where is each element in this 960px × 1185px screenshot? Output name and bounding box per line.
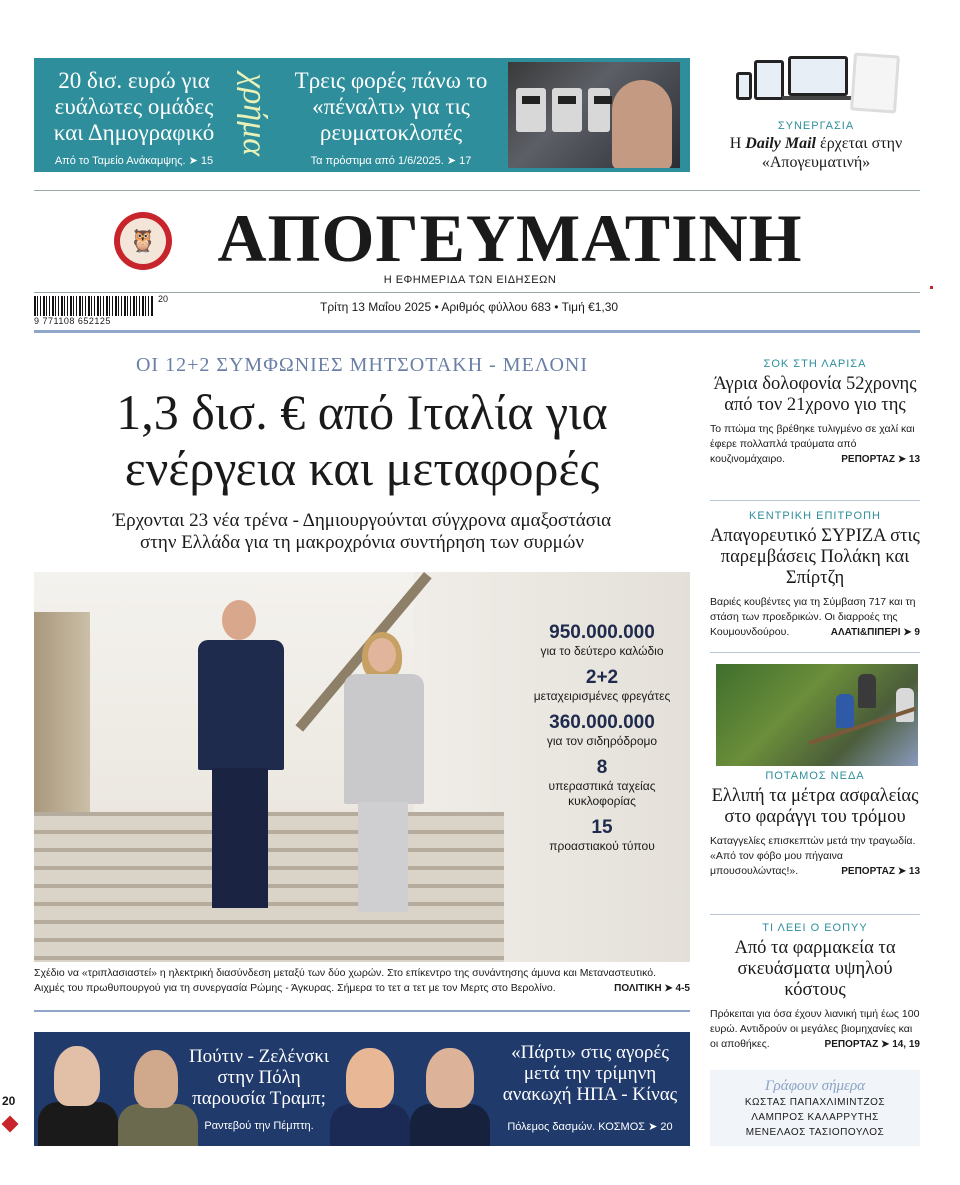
red-dot — [930, 286, 933, 289]
stat-item: 950.000.000 για το δεύτερο καλώδιο — [540, 622, 664, 658]
caption-line1: Σχέδιο να «τριπλασιαστεί» η ηλεκτρική διασύνδεση μεταξύ των δύο χωρών. Στο επίκεντρο της συνάντησης άμυνα και Μεταναστευτικό. — [34, 967, 656, 979]
story-category: ΤΙ ΛΕΕΙ Ο ΕΟΠΥΥ — [762, 922, 868, 934]
caption-divider — [34, 1010, 690, 1012]
devices-icon — [712, 52, 920, 114]
story-category: ΚΕΝΤΡΙΚΗ ΕΠΙΤΡΟΠΗ — [749, 510, 881, 522]
mid-rule — [34, 292, 920, 293]
writer-name[interactable]: ΜΕΝΕΛΑΟΣ ΤΑΣΙΟΠΟΥΛΟΣ — [745, 1127, 885, 1138]
column-divider — [710, 652, 920, 653]
promo-left-story[interactable] — [34, 58, 230, 172]
promo-section-label — [230, 58, 278, 172]
caption-line2: Αιχμές του πρωθυπουργού για τη συνεργασία Ρώμης - Άγκυρας. Σήμερα το τετ α τετ με τον Μερτς στο Βερολίνο. — [34, 982, 556, 994]
bottom-strip — [34, 1032, 690, 1146]
caption-ref-link[interactable]: ΠΟΛΙΤΙΚΗ ➤ 4-5 — [614, 983, 690, 994]
masthead-divider — [34, 330, 920, 333]
stat-item: 360.000.000 για τον σιδηρόδρομο — [546, 712, 658, 748]
promo-banner — [34, 58, 690, 172]
owl-logo-icon: 🦉 — [114, 212, 172, 270]
partnership-label: ΣΥΝΕΡΓΑΣΙΑ — [777, 120, 855, 132]
story-headline: Άγρια δολοφονία 52χρονης από τον 21χρονο γιο της — [713, 374, 917, 415]
barcode — [34, 294, 169, 326]
newspaper-subtitle: Η ΕΦΗΜΕΡΙΔΑ ΤΩΝ ΕΙΔΗΣΕΩΝ — [383, 274, 557, 286]
promo-left-sub: Από το Ταμείο Ανάκαμψης. ➤ 15 — [54, 155, 214, 167]
main-headline-line1: 1,3 δισ. € από Ιταλία για — [116, 384, 608, 440]
main-headline-line2: ενέργεια και μεταφορές — [124, 440, 600, 496]
newspaper-title: ΑΠΟΓΕΥΜΑΤΙΝΗ — [217, 200, 803, 276]
stat-item: 2+2 μεταχειρισμένες φρεγάτες — [533, 667, 671, 703]
story-headline: Από τα φαρμακεία τα σκευάσματα υψηλού κόστους — [734, 938, 896, 1000]
page-number: 20 — [2, 1094, 16, 1108]
barcode-code: 20 — [158, 294, 169, 304]
gorge-photo — [716, 664, 918, 766]
daily-mail-logo: Daily Mail — [745, 135, 816, 152]
strip-left-sub: Ραντεβού την Πέμπτη. — [204, 1120, 314, 1132]
main-headline[interactable] — [34, 384, 690, 496]
story-category: ΠΟΤΑΜΟΣ ΝΕΔΑ — [765, 770, 865, 782]
electricity-meters-photo — [508, 62, 680, 168]
main-subhead — [34, 510, 690, 554]
strip-left-headline[interactable]: Πούτιν - Ζελένσκι στην Πόλη παρουσία Τραμπ; — [188, 1046, 330, 1109]
dateline: Τρίτη 13 Μαΐου 2025 • Αριθμός φύλλου 683 • Τιμή €1,30 — [320, 300, 619, 314]
promo-vertical-label: χρήμα — [236, 73, 273, 157]
story-headline: Απαγορευτικό ΣΥΡΙΖΑ στις παρεμβάσεις Πολάκη και Σπίρτζη — [710, 526, 920, 588]
writers-title: Γράφουν σήμερα — [764, 1078, 866, 1094]
strip-right-sub: Πόλεμος δασμών. ΚΟΣΜΟΣ ➤ 20 — [507, 1121, 673, 1133]
main-kicker: ΟΙ 12+2 ΣΥΜΦΩΝΙΕΣ ΜΗΤΣΟΤΑΚΗ - ΜΕΛΟΝΙ — [135, 354, 589, 376]
story-body: Το πτώμα της βρέθηκε τυλιγμένο σε χαλί και έφερε πολλαπλά τραύματα από κουζινομάχαιρο. ΡΕΠΟΡΤΑΖ ➤ 13 — [710, 423, 920, 465]
story-larisa[interactable] — [710, 358, 920, 467]
story-body: Καταγγελίες επισκεπτών μετά την τραγωδία. «Από τον φόβο μου πήγαινα μπουσουλώντας!». ΡΕΠΟΡΤΑΖ ➤ 13 — [710, 835, 920, 877]
story-body: Βαριές κουβέντες για τη Σύμβαση 717 και τη στάση των προεδρικών. Οι διαρροές της Κουμουνδούρου. ΑΛΑΤΙ&ΠΙΠΕΡΙ ➤ 9 — [710, 596, 920, 638]
column-divider — [710, 914, 920, 915]
story-ref-link[interactable]: ΡΕΠΟΡΤΑΖ ➤ 13 — [841, 454, 920, 465]
story-neda[interactable] — [710, 770, 920, 879]
diamond-icon — [2, 1116, 19, 1133]
promo-right-headline: Τρεις φορές πάνω το «πέναλτι» για τις ρευματοκλοπές — [294, 68, 488, 145]
promo-left-headline: 20 δισ. ευρώ για ευάλωτες ομάδες και Δημογραφικό — [53, 68, 215, 145]
top-rule — [34, 190, 920, 191]
promo-right-story[interactable] — [278, 58, 504, 172]
stat-item: 15 προαστιακού τύπου — [549, 817, 655, 853]
strip-right-headline[interactable]: «Πάρτι» στις αγορές μετά την τρίμηνη ανακωχή ΗΠΑ - Κίνας — [502, 1042, 678, 1105]
story-ref-link[interactable]: ΡΕΠΟΡΤΑΖ ➤ 13 — [841, 866, 920, 877]
stat-item: 8 υπερασπικά ταχείας κυκλοφορίας — [548, 757, 656, 808]
story-ref-link[interactable]: ΡΕΠΟΡΤΑΖ ➤ 14, 19 — [824, 1039, 920, 1050]
photo-caption — [34, 966, 690, 996]
column-divider — [710, 500, 920, 501]
man-figure — [184, 600, 294, 920]
partnership-box[interactable] — [712, 52, 920, 172]
main-subhead-line1: Έρχονται 23 νέα τρένα - Δημιουργούνται σύγχρονα αμαξοστάσια — [112, 510, 612, 531]
story-body: Πρόκειται για όσα έχουν λιανική τιμή έως 100 ευρώ. Αντιδρούν οι μεγάλες βιομηχανίες και οι αποθήκες. ΡΕΠΟΡΤΑΖ ➤ 14, 19 — [710, 1008, 920, 1050]
story-category: ΣΟΚ ΣΤΗ ΛΑΡΙΣΑ — [763, 358, 867, 370]
story-headline: Ελλιπή τα μέτρα ασφαλείας στο φαράγγι του τρόμου — [711, 786, 919, 827]
writers-box — [710, 1070, 920, 1146]
woman-figure — [334, 632, 434, 922]
story-syriza[interactable] — [710, 510, 920, 640]
main-subhead-line2: στην Ελλάδα για τη μακροχρόνια συντήρηση των συρμών — [140, 532, 584, 553]
stats-list — [522, 622, 682, 862]
writer-name[interactable]: ΚΩΣΤΑΣ ΠΑΠΑΧΛΙΜΙΝΤΖΟΣ — [744, 1097, 886, 1108]
promo-right-sub: Τα πρόστιμα από 1/6/2025. ➤ 17 — [310, 155, 472, 167]
writer-name[interactable]: ΛΑΜΠΡΟΣ ΚΑΛΑΡΡΥΤΗΣ — [751, 1112, 879, 1123]
main-photo — [34, 572, 690, 962]
partnership-text: Η Daily Mail έρχεται στην «Απογευματινή» — [729, 135, 903, 171]
story-ref-link[interactable]: ΑΛΑΤΙ&ΠΙΠΕΡΙ ➤ 9 — [830, 627, 920, 638]
barcode-number: 9 771108 652125 — [34, 316, 111, 326]
story-eopyy[interactable] — [710, 922, 920, 1052]
